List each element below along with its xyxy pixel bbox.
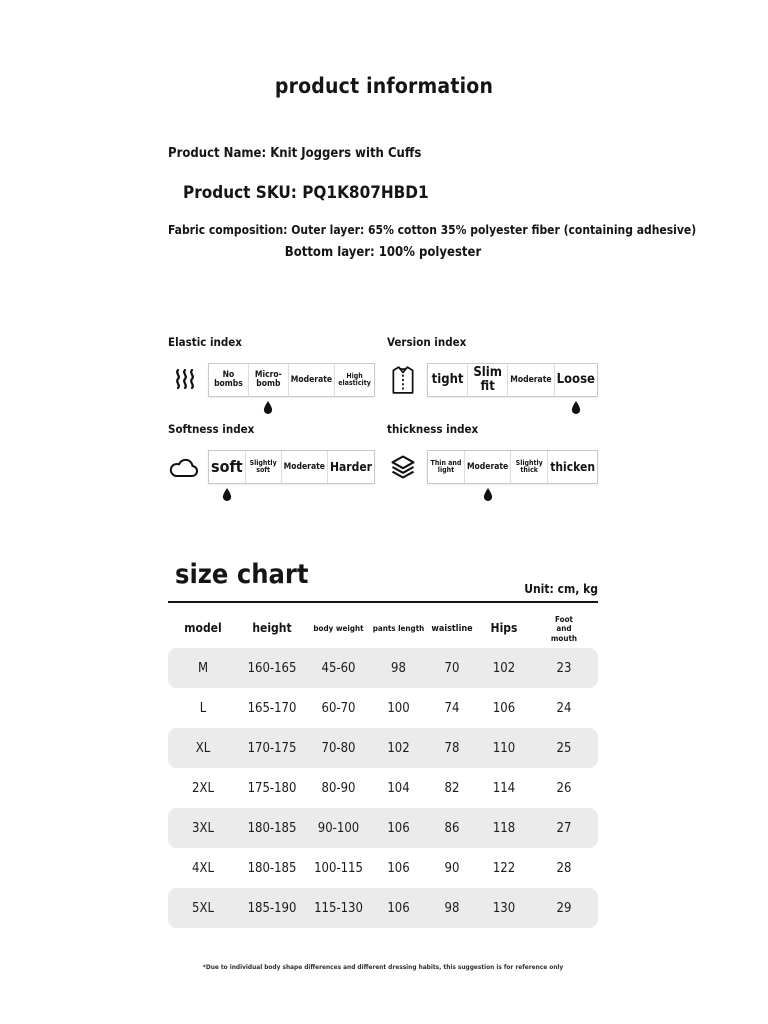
cell-hips: 118: [492, 820, 516, 836]
scale-option: Slightly soft: [245, 451, 281, 483]
version-scale: [427, 363, 598, 397]
level-marker-drop-icon: [570, 400, 581, 415]
cell-height: 185-190: [247, 900, 297, 916]
softness-index-section: [168, 423, 387, 484]
fabric-bottom-layer: Bottom layer: 100% polyester: [284, 245, 482, 260]
scale-option: Micro-bomb: [248, 364, 288, 396]
thickness-index-section: [387, 423, 598, 484]
col-header-model: model: [184, 621, 222, 636]
cell-foot-and-mouth: 26: [556, 780, 572, 796]
cell-foot-and-mouth: 27: [556, 820, 572, 836]
level-marker-drop-icon: [263, 400, 274, 415]
cell-height: 170-175: [247, 740, 297, 756]
version-index-section: [387, 336, 598, 397]
col-header-height: height: [252, 621, 292, 636]
cell-height: 180-185: [247, 820, 297, 836]
thickness-scale: [427, 450, 598, 484]
cell-waistline: 82: [444, 780, 460, 796]
scale-option: Moderate: [507, 364, 553, 396]
col-header-body-weight: body weight: [313, 624, 364, 634]
cell-hips: 106: [492, 700, 516, 716]
elastic-scale: [208, 363, 375, 397]
cell-body-weight: 80-90: [321, 780, 356, 796]
cell-foot-and-mouth: 28: [556, 860, 572, 876]
cell-height: 180-185: [247, 860, 297, 876]
cell-waistline: 78: [444, 740, 460, 756]
softness-index-label: Softness index: [168, 422, 255, 436]
cell-pants-length: 102: [387, 740, 410, 756]
version-index-label: Version index: [387, 335, 467, 349]
softness-scale: [208, 450, 375, 484]
scale-option: Moderate: [281, 451, 327, 483]
product-sku: Product SKU: PQ1K807HBD1: [183, 183, 429, 203]
unit-label: Unit: cm, kg: [524, 582, 598, 596]
divider: [168, 601, 598, 603]
cell-foot-and-mouth: 23: [556, 660, 572, 676]
col-header-pants-length: pants length: [372, 624, 425, 634]
cell-model: 3XL: [192, 820, 214, 836]
cell-body-weight: 45-60: [321, 660, 356, 676]
col-header-waistline: waistline: [431, 623, 473, 634]
table-row: [168, 648, 598, 688]
cell-pants-length: 98: [391, 660, 406, 676]
product-name: Product Name: Knit Joggers with Cuffs: [168, 146, 422, 161]
cell-height: 175-180: [247, 780, 297, 796]
cell-foot-and-mouth: 24: [556, 700, 572, 716]
elasticity-icon: [168, 366, 200, 394]
cell-hips: 102: [492, 660, 516, 676]
scale-option: Thin and light: [430, 458, 462, 474]
table-row: [168, 768, 598, 808]
elastic-index-label: Elastic index: [168, 335, 242, 349]
cell-height: 160-165: [247, 660, 297, 676]
scale-option: Moderate: [288, 364, 334, 396]
level-marker-drop-icon: [482, 487, 493, 502]
thickness-index-label: thickness index: [387, 422, 479, 436]
cell-model: 5XL: [192, 900, 214, 916]
scale-option: High elasticity: [334, 364, 374, 396]
cell-body-weight: 70-80: [321, 740, 356, 756]
col-header-hips: Hips: [490, 621, 518, 636]
cell-hips: 114: [492, 780, 516, 796]
scale-option: Slim fit: [467, 364, 507, 396]
cell-body-weight: 100-115: [314, 860, 363, 876]
elastic-index-section: [168, 336, 387, 397]
cell-hips: 110: [492, 740, 516, 756]
cell-pants-length: 106: [387, 860, 410, 876]
fabric-composition: Fabric composition: Outer layer: 65% cotton 35% polyester fiber (containing adhesive): [168, 223, 697, 237]
cell-body-weight: 60-70: [321, 700, 356, 716]
shirt-icon: [387, 365, 419, 395]
table-body: [168, 648, 598, 928]
scale-option: Slightly thick: [510, 451, 547, 483]
cell-model: XL: [195, 740, 211, 756]
cell-model: L: [199, 700, 207, 716]
scale-option: soft: [209, 451, 245, 483]
index-grid: [168, 336, 598, 484]
size-table: [168, 610, 598, 928]
table-row: [168, 848, 598, 888]
cell-pants-length: 100: [387, 700, 410, 716]
cloud-icon: [168, 456, 200, 478]
cell-pants-length: 106: [387, 820, 410, 836]
disclaimer-note: *Due to individual body shape differences and different dressing habits, this suggestion is for reference only: [202, 963, 564, 971]
cell-foot-and-mouth: 25: [556, 740, 572, 756]
cell-waistline: 90: [444, 860, 460, 876]
cell-body-weight: 90-100: [317, 820, 360, 836]
cell-waistline: 98: [444, 900, 460, 916]
cell-height: 165-170: [247, 700, 297, 716]
cell-hips: 122: [492, 860, 516, 876]
table-row: [168, 808, 598, 848]
cell-waistline: 74: [444, 700, 460, 716]
cell-foot-and-mouth: 29: [556, 900, 572, 916]
table-row: [168, 728, 598, 768]
cell-waistline: 86: [444, 820, 460, 836]
cell-waistline: 70: [444, 660, 460, 676]
scale-option: thicken: [547, 451, 597, 483]
level-marker-drop-icon: [221, 487, 232, 502]
table-header: [168, 610, 598, 648]
cell-model: M: [197, 660, 209, 676]
scale-option: Loose: [554, 364, 597, 396]
table-row: [168, 888, 598, 928]
scale-option: No bombs: [214, 370, 243, 389]
cell-model: 4XL: [192, 860, 214, 876]
cell-body-weight: 115-130: [314, 900, 363, 916]
col-header-foot-and-mouth: Foot and mouth: [550, 615, 578, 643]
size-chart-heading: size chart: [175, 559, 309, 590]
cell-pants-length: 106: [387, 900, 410, 916]
cell-pants-length: 104: [387, 780, 410, 796]
scale-option: tight: [431, 372, 464, 388]
page-title: product information: [274, 74, 494, 98]
cell-hips: 130: [492, 900, 516, 916]
table-row: [168, 688, 598, 728]
scale-option: Moderate: [464, 451, 510, 483]
scale-option: Harder: [327, 451, 374, 483]
cell-model: 2XL: [192, 780, 214, 796]
layers-icon: [387, 453, 419, 481]
